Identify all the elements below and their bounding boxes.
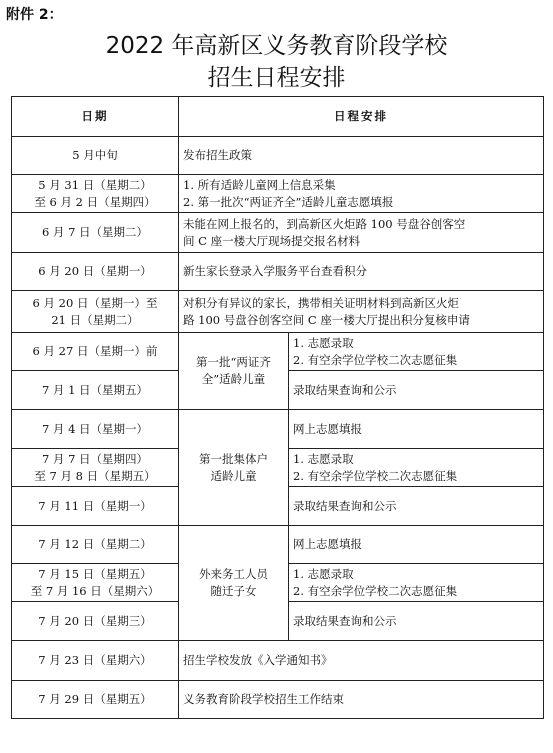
task-line: 1. 志愿录取 bbox=[293, 566, 354, 581]
date-line: 至 7 月 8 日（星期五） bbox=[34, 468, 156, 483]
row-date: 5 月中旬 bbox=[12, 137, 179, 175]
schedule-table bbox=[11, 96, 544, 719]
table-header-row bbox=[12, 97, 544, 137]
row-task: 新生家长登录入学服务平台查看积分 bbox=[179, 253, 544, 291]
row-task: 录取结果查询和公示 bbox=[289, 602, 544, 641]
date-line: 5 月 31 日（星期二） bbox=[38, 177, 152, 192]
task-line: 1. 志愿录取 bbox=[293, 335, 354, 350]
row-task bbox=[179, 175, 544, 213]
task-line: 2. 有空余学位学校二次志愿征集 bbox=[293, 352, 458, 367]
row-task: 录取结果查询和公示 bbox=[289, 487, 544, 526]
task-line: 对积分有异议的家长，携带相关证明材料到高新区火炬 bbox=[183, 295, 459, 310]
row-task bbox=[289, 449, 544, 487]
row-date bbox=[12, 564, 179, 602]
group-label-line: 适龄儿童 bbox=[210, 468, 257, 483]
group-label-line: 外来务工人员 bbox=[199, 567, 268, 581]
group-label-line: 第一批“两证齐 bbox=[196, 355, 271, 369]
row-date: 7 月 1 日（星期五） bbox=[12, 371, 179, 410]
page-title-line1: 2022 年高新区义务教育阶段学校 bbox=[105, 33, 448, 59]
page-title-line2: 招生日程安排 bbox=[207, 65, 346, 91]
table-row bbox=[12, 137, 544, 175]
header-date: 日期 bbox=[12, 97, 179, 137]
row-date bbox=[12, 291, 179, 333]
row-date: 7 月 20 日（星期三） bbox=[12, 602, 179, 641]
row-task: 录取结果查询和公示 bbox=[289, 371, 544, 410]
row-date: 7 月 11 日（星期一） bbox=[12, 487, 179, 526]
group-label-line: 第一批集体户 bbox=[199, 451, 268, 466]
group-label bbox=[179, 526, 289, 641]
task-line: 2. 第一批次“两证齐全”适龄儿童志愿填报 bbox=[183, 194, 394, 209]
date-line: 至 7 月 16 日（星期六） bbox=[30, 583, 160, 598]
row-task: 义务教育阶段学校招生工作结束 bbox=[179, 681, 544, 719]
task-line: 未能在网上报名的，到高新区火炬路 100 号盘谷创客空 bbox=[183, 216, 466, 231]
row-task: 发布招生政策 bbox=[179, 137, 544, 175]
row-date: 6 月 27 日（星期一）前 bbox=[12, 333, 179, 371]
group-label-line: 全”适龄儿童 bbox=[201, 372, 266, 386]
date-line: 7 月 7 日（星期四） bbox=[41, 451, 149, 466]
row-date bbox=[12, 449, 179, 487]
task-line: 路 100 号盘谷创客空间 C 座一楼大厅提出积分复核申请 bbox=[183, 312, 470, 327]
table-row bbox=[12, 213, 544, 253]
row-task bbox=[179, 213, 544, 253]
row-task bbox=[289, 564, 544, 602]
date-line: 7 月 15 日（星期五） bbox=[38, 566, 152, 581]
row-date: 7 月 29 日（星期五） bbox=[12, 681, 179, 719]
row-task bbox=[179, 291, 544, 333]
row-date: 6 月 20 日（星期一） bbox=[12, 253, 179, 291]
task-line: 2. 有空余学位学校二次志愿征集 bbox=[293, 468, 458, 483]
group-label bbox=[179, 333, 289, 410]
task-line: 1. 所有适龄儿童网上信息采集 bbox=[183, 177, 336, 192]
table-row bbox=[12, 175, 544, 213]
row-task bbox=[289, 333, 544, 371]
table-row bbox=[12, 291, 544, 333]
row-date: 7 月 12 日（星期二） bbox=[12, 526, 179, 564]
date-line: 21 日（星期二） bbox=[51, 312, 139, 327]
row-task: 招生学校发放《入学通知书》 bbox=[179, 641, 544, 681]
header-schedule: 日程安排 bbox=[179, 97, 544, 137]
table-row bbox=[12, 410, 544, 449]
row-date: 7 月 23 日（星期六） bbox=[12, 641, 179, 681]
attachment-label: 附件 2： bbox=[6, 7, 63, 23]
table-row bbox=[12, 253, 544, 291]
row-task: 网上志愿填报 bbox=[289, 526, 544, 564]
row-task: 网上志愿填报 bbox=[289, 410, 544, 449]
table-row bbox=[12, 681, 544, 719]
date-line: 6 月 20 日（星期一）至 bbox=[32, 295, 158, 310]
task-line: 1. 志愿录取 bbox=[293, 451, 354, 466]
row-date bbox=[12, 175, 179, 213]
group-label-line: 随迁子女 bbox=[210, 584, 257, 598]
table-row bbox=[12, 333, 544, 371]
table-row bbox=[12, 641, 544, 681]
table-row bbox=[12, 526, 544, 564]
task-line: 间 C 座一楼大厅现场提交报名材料 bbox=[183, 233, 361, 248]
task-line: 2. 有空余学位学校二次志愿征集 bbox=[293, 583, 458, 598]
date-line: 至 6 月 2 日（星期四） bbox=[34, 194, 156, 209]
row-date: 7 月 4 日（星期一） bbox=[12, 410, 179, 449]
group-label bbox=[179, 410, 289, 526]
row-date: 6 月 7 日（星期二） bbox=[12, 213, 179, 253]
